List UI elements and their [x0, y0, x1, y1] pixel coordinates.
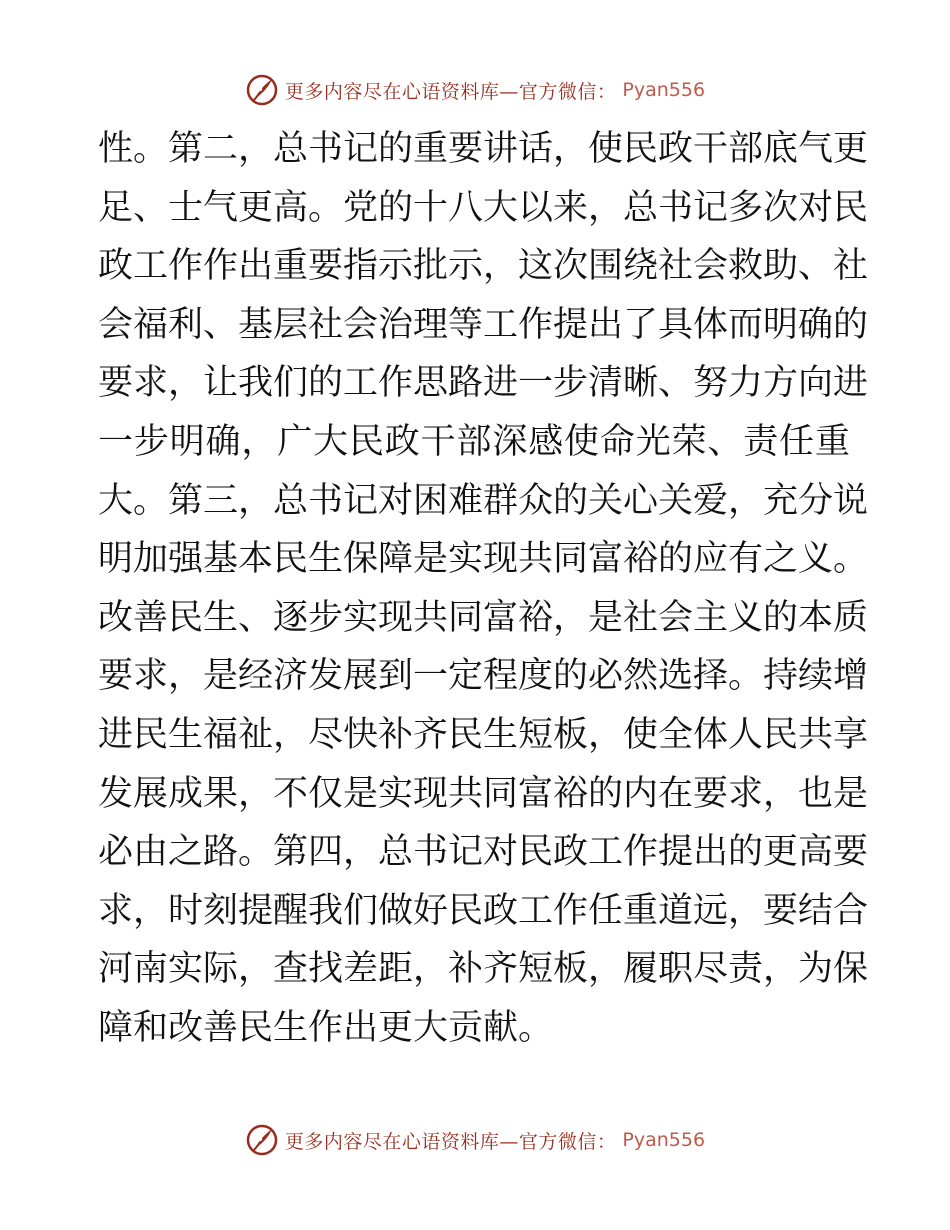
footer-wechat-id: Pyan556	[622, 1129, 706, 1151]
body-line: 必由之路。第四，总书记对民政工作提出的更高要	[98, 832, 869, 873]
body-line: 大。第三，总书记对困难群众的关心关爱，充分说	[98, 480, 869, 521]
body-line: 政工作作出重要指示批示，这次围绕社会救助、社	[98, 246, 869, 287]
body-line: 性。第二，总书记的重要讲话，使民政干部底气更	[98, 129, 869, 169]
body-line: 要求，是经济发展到一定程度的必然选择。持续增	[98, 656, 869, 697]
body-line: 一步明确，广大民政干部深感使命光荣、责任重	[98, 421, 850, 462]
feather-pen-logo-icon	[245, 73, 279, 107]
body-line: 会福利、基层社会治理等工作提出了具体而明确的	[98, 304, 869, 345]
header-banner	[0, 70, 950, 110]
footer-banner-text: 更多内容尽在心语资料库—官方微信：	[284, 1130, 617, 1153]
body-line: 明加强基本民生保障是实现共同富裕的应有之义。	[98, 539, 869, 580]
body-line: 河南实际，查找差距，补齐短板，履职尽责，为保	[98, 949, 869, 990]
body-line: 发展成果，不仅是实现共同富裕的内在要求，也是	[98, 773, 869, 814]
body-line: 进民生福祉，尽快补齐民生短板，使全体人民共享	[98, 714, 869, 755]
document-body	[98, 120, 869, 1058]
header-banner-text: 更多内容尽在心语资料库—官方微信：	[284, 80, 617, 103]
body-line: 足、士气更高。党的十八大以来，总书记多次对民	[98, 187, 869, 228]
header-wechat-id: Pyan556	[622, 79, 706, 101]
body-line: 求，时刻提醒我们做好民政工作任重道远，要结合	[98, 890, 869, 931]
body-line: 障和改善民生作出更大贡献。	[98, 1007, 554, 1048]
footer-banner	[0, 1120, 950, 1160]
body-line: 改善民生、逐步实现共同富裕，是社会主义的本质	[98, 597, 869, 638]
body-line: 要求，让我们的工作思路进一步清晰、努力方向进	[98, 363, 869, 404]
feather-pen-logo-icon	[245, 1123, 279, 1157]
